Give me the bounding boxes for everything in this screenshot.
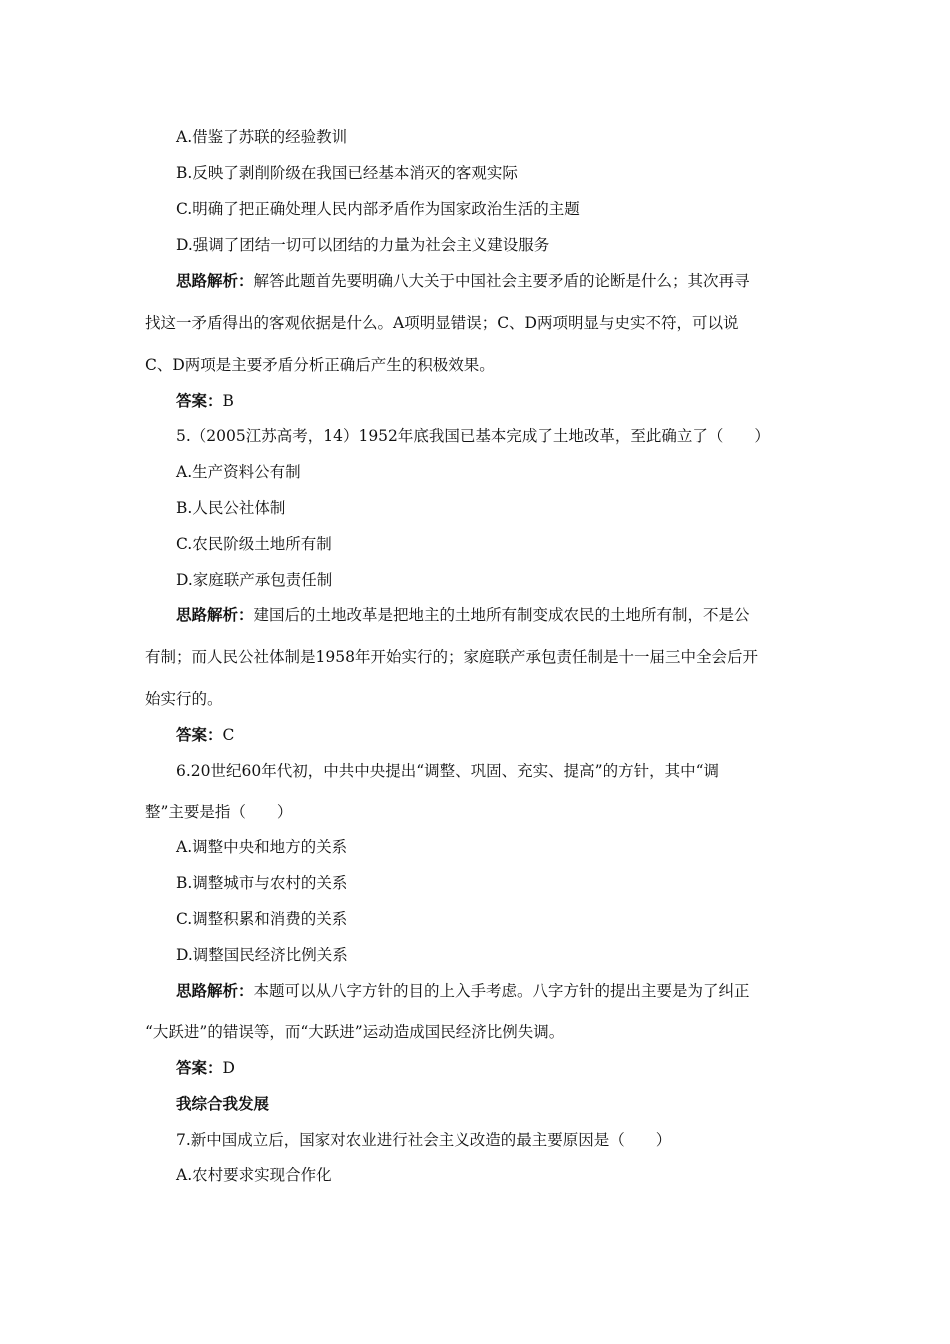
q5-answer-value: C <box>222 726 235 744</box>
q5-analysis-line <box>176 604 750 626</box>
q6-option-a: A.调整中央和地方的关系 <box>176 838 348 856</box>
q5-answer-line <box>176 724 234 746</box>
q5-analysis-text: 建国后的土地改革是把地主的土地所有制变成农民的土地所有制，不是公 <box>253 606 750 624</box>
q6-option-d: D.调整国民经济比例关系 <box>176 946 348 964</box>
q5-answer-label: 答案： <box>176 726 223 744</box>
q6-stem-line-2: 整”主要是指（ ） <box>145 803 293 821</box>
q4-option-d: D.强调了团结一切可以团结的力量为社会主义建设服务 <box>176 236 550 254</box>
q4-analysis-text: 解答此题首先要明确八大关于中国社会主要矛盾的论断是什么；其次再寻 <box>253 272 750 290</box>
q4-option-c: C.明确了把正确处理人民内部矛盾作为国家政治生活的主题 <box>176 200 580 218</box>
q4-analysis-line-2: 找这一矛盾得出的客观依据是什么。A项明显错误；C、D两项明显与史实不符，可以说 <box>145 314 739 332</box>
q5-option-a: A.生产资料公有制 <box>176 463 301 481</box>
q6-analysis-line-2: “大跃进”的错误等，而“大跃进”运动造成国民经济比例失调。 <box>145 1023 565 1041</box>
q5-option-b: B.人民公社体制 <box>176 499 286 517</box>
q5-analysis-line-2: 有制；而人民公社体制是1958年开始实行的；家庭联产承包责任制是十一届三中全会后开 <box>145 648 758 666</box>
q5-stem: 5.（2005江苏高考，14）1952年底我国已基本完成了土地改革，至此确立了（ ） <box>176 427 770 445</box>
q6-answer-label: 答案： <box>176 1059 223 1077</box>
q6-answer-line <box>176 1057 235 1079</box>
q5-analysis-line-3: 始实行的。 <box>145 690 223 708</box>
q6-analysis-line <box>176 980 750 1002</box>
q5-option-c: C.农民阶级土地所有制 <box>176 535 332 553</box>
q4-analysis-label: 思路解析： <box>176 272 254 290</box>
q4-analysis-line-3: C、D两项是主要矛盾分析正确后产生的积极效果。 <box>145 356 495 374</box>
q6-option-c: C.调整积累和消费的关系 <box>176 910 348 928</box>
q6-analysis-text: 本题可以从八字方针的目的上入手考虑。八字方针的提出主要是为了纠正 <box>253 982 750 1000</box>
q4-option-b: B.反映了剥削阶级在我国已经基本消灭的客观实际 <box>176 164 518 182</box>
q4-analysis-line <box>176 270 750 292</box>
q5-option-d: D.家庭联产承包责任制 <box>176 571 333 589</box>
q6-analysis-label: 思路解析： <box>176 982 254 1000</box>
section-heading: 我综合我发展 <box>176 1095 270 1113</box>
q6-answer-value: D <box>222 1059 235 1077</box>
q4-answer-label: 答案： <box>176 392 223 410</box>
q4-answer-value: B <box>222 392 234 410</box>
q4-option-a: A.借鉴了苏联的经验教训 <box>176 128 348 146</box>
q5-analysis-label: 思路解析： <box>176 606 254 624</box>
q7-stem: 7.新中国成立后，国家对农业进行社会主义改造的最主要原因是（ ） <box>176 1131 672 1149</box>
q4-answer-line <box>176 390 234 412</box>
q7-option-a: A.农村要求实现合作化 <box>176 1166 332 1184</box>
q6-stem-line-1: 6.20世纪60年代初，中共中央提出“调整、巩固、充实、提高”的方针，其中“调 <box>176 762 720 780</box>
q6-option-b: B.调整城市与农村的关系 <box>176 874 348 892</box>
